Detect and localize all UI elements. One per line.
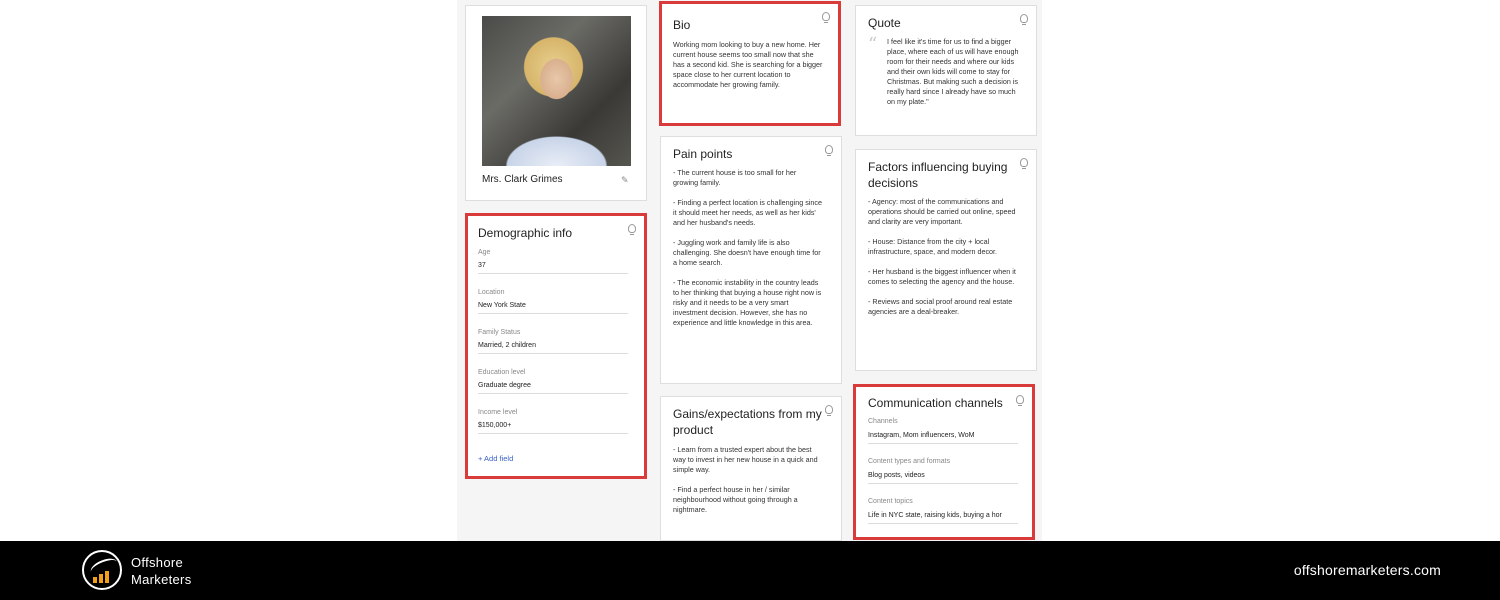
quote-card [855, 5, 1037, 136]
website-link[interactable]: offshoremarketers.com [1293, 562, 1441, 578]
quote-mark-icon: “ [868, 34, 878, 55]
field-label-income: Income level [478, 409, 518, 416]
gains-text[interactable]: - Learn from a trusted expert about the best way to invest in her new house in a quick and simple way. - Find a perfect house in her / similar neighbourhood without going through a nightmare. [673, 445, 818, 514]
pain-points-text[interactable]: - The current house is too small for her growing family. - Finding a perfect location is challenging since it should meet her needs, as well as her kids' and her husband's needs. - Juggling work and family life is also challenging. She doesn't have enough time for a home search. - The economic instability in the country leads to her thinking that buying a house right now is risky and it needs to be a very smart investment decision. However, she has no experience and little knowledge in this area. [673, 168, 823, 327]
field-divider [478, 433, 628, 434]
communication-title: Communication channels [868, 396, 1003, 410]
field-divider [868, 523, 1018, 524]
lightbulb-icon[interactable] [628, 224, 636, 233]
field-divider [478, 313, 628, 314]
field-label-age: Age [478, 249, 491, 256]
quote-text[interactable]: I feel like it's time for us to find a bigger place, where each of us will have enough room for their needs and where our kids and their own kids will come to stay for Christmas. But making such a decision is really hard since I already have so much on my plate." [887, 37, 1019, 106]
lightbulb-icon[interactable] [1020, 14, 1028, 23]
field-value-age[interactable]: 37 [478, 262, 486, 269]
bio-text[interactable]: Working mom looking to buy a new home. Her current house seems too small now that she has a second kid. She is searching for a bigger space close to her current location to accommodate her growing family. [673, 40, 823, 89]
field-label-education: Education level [478, 369, 526, 376]
field-value-content-types[interactable]: Blog posts, videos [868, 472, 925, 479]
factors-text[interactable]: - Agency: most of the communications and operations should be carried out online, speed and clarity are very important. - House: Distance from the city + local infrastructure, space, and modern decor. - Her husband is the biggest influencer when it comes to selecting the agency and the house. - Reviews and social proof around real estate agencies are a deal-breaker. [868, 197, 1016, 316]
factors-title: Factors influencing buying decisions [868, 160, 1008, 190]
gains-card [660, 396, 842, 541]
lightbulb-icon[interactable] [1016, 395, 1024, 404]
brand-name-line1: Offshore [131, 555, 184, 570]
field-value-channels[interactable]: Instagram, Mom influencers, WoM [868, 432, 975, 439]
bio-title: Bio [673, 18, 691, 32]
edit-pencil-icon[interactable]: ✎ [621, 175, 629, 185]
gains-title: Gains/expectations from my product [673, 407, 822, 437]
persona-name[interactable]: Mrs. Clark Grimes [482, 174, 563, 185]
field-divider [478, 273, 628, 274]
quote-title: Quote [868, 16, 901, 30]
field-label-content-topics: Content topics [868, 498, 913, 505]
brand-name-line2: Marketers [131, 572, 192, 587]
field-divider [478, 353, 628, 354]
field-value-education[interactable]: Graduate degree [478, 382, 531, 389]
offshore-marketers-logo-icon [82, 550, 122, 590]
field-value-income[interactable]: $150,000+ [478, 422, 512, 429]
footer-bar [0, 541, 1500, 600]
field-label-family-status: Family Status [478, 329, 521, 336]
demographic-title: Demographic info [478, 226, 573, 240]
profile-card [465, 5, 647, 201]
field-value-location[interactable]: New York State [478, 302, 526, 309]
field-divider [868, 443, 1018, 444]
add-field-button[interactable]: + Add field [478, 454, 514, 463]
field-label-location: Location [478, 289, 505, 296]
field-label-channels: Channels [868, 418, 898, 425]
persona-photo [482, 16, 631, 166]
lightbulb-icon[interactable] [825, 145, 833, 154]
field-value-content-topics[interactable]: Life in NYC state, raising kids, buying a hor [868, 512, 1002, 519]
communication-card [853, 384, 1035, 540]
lightbulb-icon[interactable] [822, 12, 830, 21]
demographic-card [465, 213, 647, 479]
field-label-content-types: Content types and formats [868, 458, 951, 465]
factors-card [855, 149, 1037, 371]
pain-points-title: Pain points [673, 147, 733, 161]
bio-card [659, 1, 841, 126]
field-divider [868, 483, 1018, 484]
field-divider [478, 393, 628, 394]
field-value-family-status[interactable]: Married, 2 children [478, 342, 536, 349]
pain-points-card [660, 136, 842, 384]
